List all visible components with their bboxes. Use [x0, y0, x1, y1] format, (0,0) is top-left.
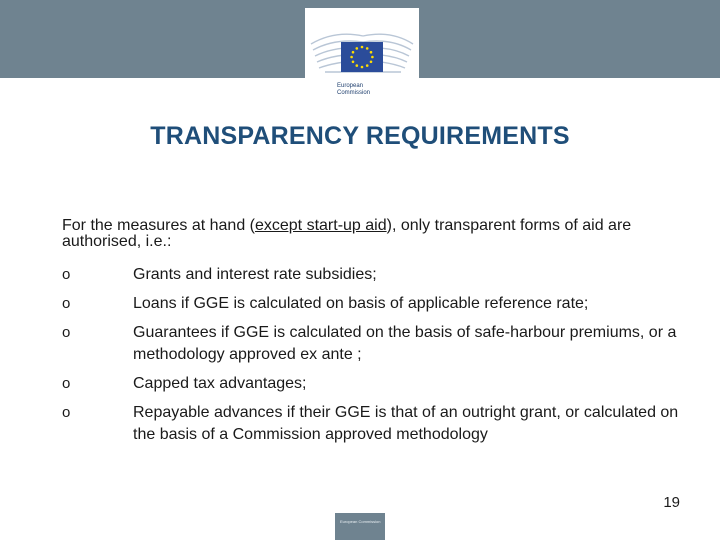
- logo-label-line1: European: [337, 83, 364, 89]
- list-item: [62, 293, 682, 315]
- list-item: [62, 264, 682, 286]
- list-item-text: Capped tax advantages;: [133, 375, 307, 392]
- aid-forms-list: [62, 264, 682, 453]
- footer-logo-label: European Commission: [340, 519, 381, 524]
- logo-label-line2: Commission: [337, 90, 371, 96]
- bullet-marker: o: [62, 295, 71, 312]
- list-item: [62, 322, 682, 366]
- intro-underlined: except start-up aid: [254, 217, 387, 234]
- list-item-text: Grants and interest rate subsidies;: [133, 266, 377, 283]
- bullet-marker: o: [62, 404, 71, 421]
- list-item-text: Repayable advances if their GGE is that of an outright grant, or calculated on the basis of a Commission approved methodology: [133, 404, 679, 443]
- intro-before: For the measures at hand (: [62, 217, 255, 234]
- intro-after: ), only transparent forms of aid are authorised, i.e.:: [62, 217, 632, 250]
- logo-label: [337, 83, 370, 97]
- slide-title: TRANSPARENCY REQUIREMENTS: [150, 122, 570, 150]
- list-item-text: Loans if GGE is calculated on basis of applicable reference rate;: [133, 295, 589, 312]
- footer-logo: [335, 513, 385, 540]
- bullet-marker: o: [62, 266, 71, 283]
- page-number: 19: [663, 494, 680, 511]
- intro-paragraph: [62, 218, 662, 250]
- list-item-text: Guarantees if GGE is calculated on the basis of safe-harbour premiums, or a methodology approved ex ante ;: [133, 324, 677, 363]
- bullet-marker: o: [62, 324, 71, 341]
- list-item: [62, 402, 682, 446]
- bullet-marker: o: [62, 375, 71, 392]
- list-item: [62, 373, 682, 395]
- european-commission-logo: [305, 8, 419, 108]
